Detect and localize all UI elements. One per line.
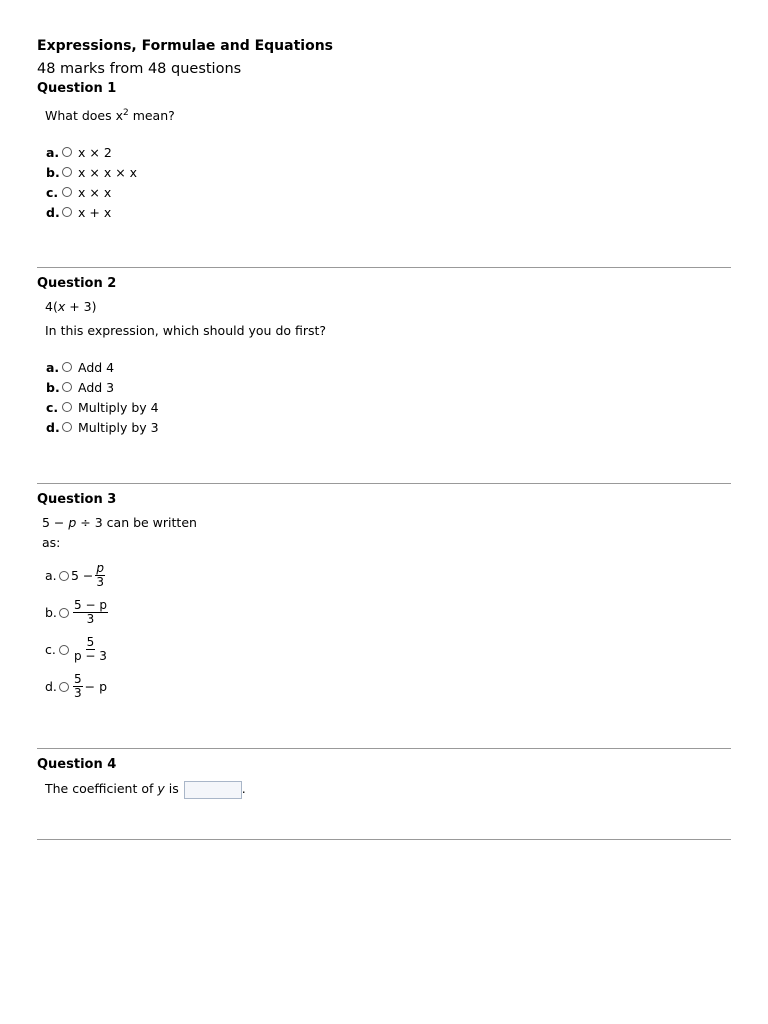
question-divider xyxy=(37,483,731,484)
option-label: Add 3 xyxy=(78,379,115,395)
question-heading: Question 2 xyxy=(37,276,117,292)
fraction-numerator: 5 xyxy=(74,672,82,687)
radio-button[interactable] xyxy=(62,402,72,412)
quiz-title: Expressions, Formulae and Equations xyxy=(37,38,333,54)
answer-option-c[interactable] xyxy=(46,397,731,417)
option-letter: b. xyxy=(46,164,60,180)
question-divider xyxy=(37,267,731,268)
radio-button[interactable] xyxy=(62,167,72,177)
question-heading: Question 1 xyxy=(37,81,117,96)
answer-option-d[interactable] xyxy=(45,668,731,705)
answer-option-d[interactable] xyxy=(46,417,731,437)
question-4 xyxy=(37,756,731,799)
superscript: 2 xyxy=(122,108,129,118)
fraction-numerator: 5 − p xyxy=(74,598,107,613)
option-letter: a. xyxy=(46,359,60,375)
answer-option-a[interactable] xyxy=(46,357,731,377)
fraction-denominator: 3 xyxy=(74,686,82,701)
answer-option-d[interactable] xyxy=(46,202,731,222)
question-text: In this expression, which should you do first? xyxy=(45,323,327,339)
radio-button[interactable] xyxy=(59,682,69,692)
question-text-part: What does x xyxy=(45,108,123,124)
question-text-part: ÷ 3 can be written xyxy=(76,515,197,531)
radio-button[interactable] xyxy=(59,608,69,618)
option-suffix: − p xyxy=(84,679,108,695)
option-letter: b. xyxy=(46,379,60,395)
radio-button[interactable] xyxy=(62,207,72,217)
quiz-subtitle: 48 marks from 48 questions xyxy=(37,61,242,77)
radio-button[interactable] xyxy=(59,571,69,581)
option-letter: a. xyxy=(45,568,57,584)
option-label: Multiply by 3 xyxy=(78,419,159,435)
quiz-page xyxy=(37,36,731,840)
question-text-part: 5 − xyxy=(42,515,69,531)
answer-option-b[interactable] xyxy=(46,162,731,182)
expression-variable: x xyxy=(57,299,66,315)
answer-option-b[interactable] xyxy=(45,594,731,631)
question-text xyxy=(45,104,731,125)
question-heading: Question 4 xyxy=(37,757,117,773)
option-letter: c. xyxy=(46,184,59,200)
question-divider xyxy=(37,839,731,840)
fraction xyxy=(95,562,105,589)
fraction xyxy=(73,636,108,663)
fraction-numerator: p xyxy=(96,561,105,576)
radio-button[interactable] xyxy=(62,147,72,157)
answer-option-a[interactable] xyxy=(46,142,731,162)
question-text-part: is xyxy=(164,781,179,797)
option-label: x × x × x xyxy=(78,164,138,180)
option-label: x × 2 xyxy=(78,144,112,160)
fraction xyxy=(73,673,83,700)
question-text-part: The coefficient of xyxy=(45,781,158,797)
fraction-denominator: p − 3 xyxy=(74,649,107,664)
option-letter: b. xyxy=(45,605,57,621)
expression-part: 4( xyxy=(45,299,58,315)
question-text: as: xyxy=(42,535,61,551)
question-text-part: mean? xyxy=(128,108,175,124)
radio-button[interactable] xyxy=(62,362,72,372)
option-letter: d. xyxy=(46,419,60,435)
coefficient-answer-input[interactable] xyxy=(184,781,242,799)
answer-option-b[interactable] xyxy=(46,377,731,397)
question-text-part: . xyxy=(241,781,246,797)
radio-button[interactable] xyxy=(62,382,72,392)
option-letter: c. xyxy=(45,642,56,658)
option-label: Add 4 xyxy=(78,359,115,375)
option-letter: c. xyxy=(46,399,59,415)
question-text xyxy=(45,780,731,799)
radio-button[interactable] xyxy=(62,422,72,432)
fraction-denominator: 3 xyxy=(86,612,95,627)
fraction-denominator: 3 xyxy=(96,575,105,590)
option-letter: d. xyxy=(45,679,57,695)
answer-option-c[interactable] xyxy=(46,182,731,202)
expression-variable: y xyxy=(157,781,165,797)
answer-option-c[interactable] xyxy=(45,631,731,668)
question-expression xyxy=(45,298,731,316)
option-letter: a. xyxy=(46,144,60,160)
question-divider xyxy=(37,748,731,749)
option-letter: d. xyxy=(46,204,60,220)
option-prefix: 5 − xyxy=(71,568,94,584)
expression-part: + 3) xyxy=(65,299,97,315)
answer-options xyxy=(46,357,731,437)
expression-variable: p xyxy=(68,515,77,531)
question-3 xyxy=(37,491,731,705)
question-2 xyxy=(37,275,731,437)
option-label: x × x xyxy=(78,184,112,200)
radio-button[interactable] xyxy=(59,645,69,655)
question-text xyxy=(42,514,731,532)
question-1 xyxy=(37,80,731,222)
question-heading: Question 3 xyxy=(37,492,117,508)
fraction xyxy=(73,599,108,626)
radio-button[interactable] xyxy=(62,187,72,197)
answer-options xyxy=(46,142,731,222)
answer-option-a[interactable] xyxy=(45,557,731,594)
fraction-numerator: 5 xyxy=(86,635,95,650)
answer-options xyxy=(45,557,731,705)
option-label: Multiply by 4 xyxy=(78,399,159,415)
option-label: x + x xyxy=(78,204,112,220)
